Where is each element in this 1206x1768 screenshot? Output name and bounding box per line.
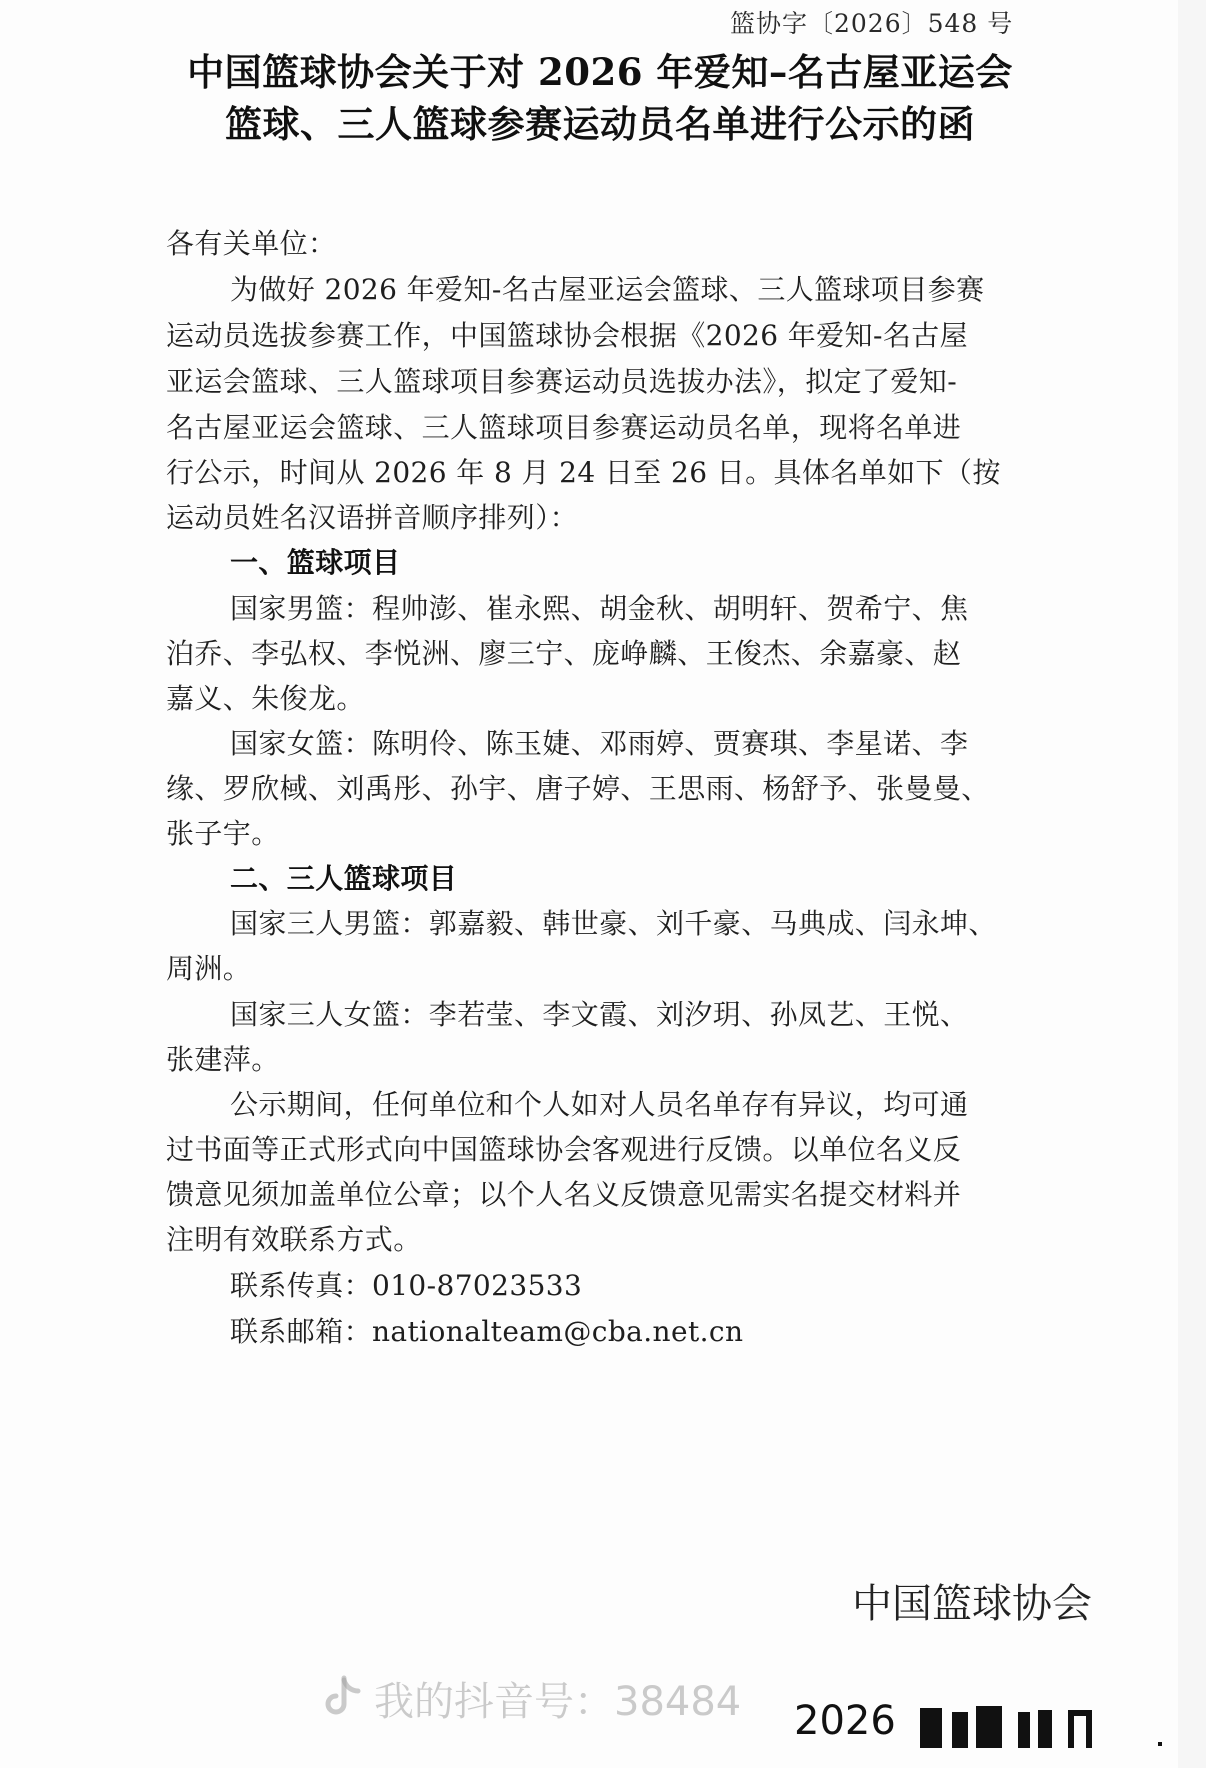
womens-3x3-line: 张建萍。 [166,1043,280,1076]
page-edge [1178,0,1206,1768]
womens-3x3-line: 国家三人女篮：李若莹、李文霞、刘汐玥、孙凤艺、王悦、 [230,998,969,1031]
womens-team-line: 缘、罗欣棫、刘禹彤、孙宇、唐子婷、王思雨、杨舒予、张曼曼、 [166,772,990,805]
body-line: 为做好 2026 年爱知-名古屋亚运会篮球、三人篮球项目参赛 [230,273,985,306]
salutation: 各有关单位： [166,227,337,260]
notice-line: 过书面等正式形式向中国篮球协会客观进行反馈。以单位名义反 [166,1133,962,1166]
issuer-name: 中国篮球协会 [852,1581,1092,1627]
issue-date-year: 2026 [794,1698,896,1744]
notice-line: 注明有效联系方式。 [166,1223,422,1256]
body-line: 行公示，时间从 2026 年 8 月 24 日至 26 日。具体名单如下（按 [166,456,1001,489]
womens-team-line: 国家女篮：陈明伶、陈玉婕、邓雨婷、贾赛琪、李星诺、李 [230,727,969,760]
contact-fax: 联系传真：010-87023533 [230,1269,583,1302]
body-line: 运动员选拔参赛工作，中国篮球协会根据《2026 年爱知-名古屋 [166,319,969,352]
mens-team-line: 嘉义、朱俊龙。 [166,682,365,715]
watermark-text: 我的抖音号：38484 [374,1678,742,1725]
document-number: 篮协字〔2026〕548 号 [730,9,1014,38]
mens-team-line: 泊乔、李弘权、李悦洲、廖三宁、庞峥麟、王俊杰、余嘉豪、赵 [166,637,962,670]
section-heading-basketball: 一、篮球项目 [230,546,401,579]
mens-3x3-line: 国家三人男篮：郭嘉毅、韩世豪、刘千豪、马典成、闫永坤、 [230,907,997,940]
title-line-1: 中国篮球协会关于对 2026 年爱知–名古屋亚运会 [187,50,1013,94]
notice-line: 馈意见须加盖单位公章；以个人名义反馈意见需实名提交材料并 [166,1178,962,1211]
body-line: 运动员姓名汉语拼音顺序排列）： [166,501,579,534]
womens-team-line: 张子宇。 [166,817,280,850]
mens-3x3-line: 周洲。 [166,952,252,985]
title-line-2: 篮球、三人篮球参赛运动员名单进行公示的函 [225,102,975,146]
mens-team-line: 国家男篮：程帅澎、崔永熙、胡金秋、胡明轩、贺希宁、焦 [230,592,969,625]
body-line: 亚运会篮球、三人篮球项目参赛运动员选拔办法》，拟定了爱知- [166,365,958,398]
section-heading-3x3: 二、三人篮球项目 [230,862,458,895]
body-line: 名古屋亚运会篮球、三人篮球项目参赛运动员名单，现将名单进 [166,411,962,444]
contact-email: 联系邮箱：nationalteam@cba.net.cn [230,1315,744,1348]
douyin-logo-icon [320,1674,364,1722]
obscured-date-marks [918,1702,1168,1750]
notice-line: 公示期间，任何单位和个人如对人员名单存有异议，均可通 [230,1088,969,1121]
